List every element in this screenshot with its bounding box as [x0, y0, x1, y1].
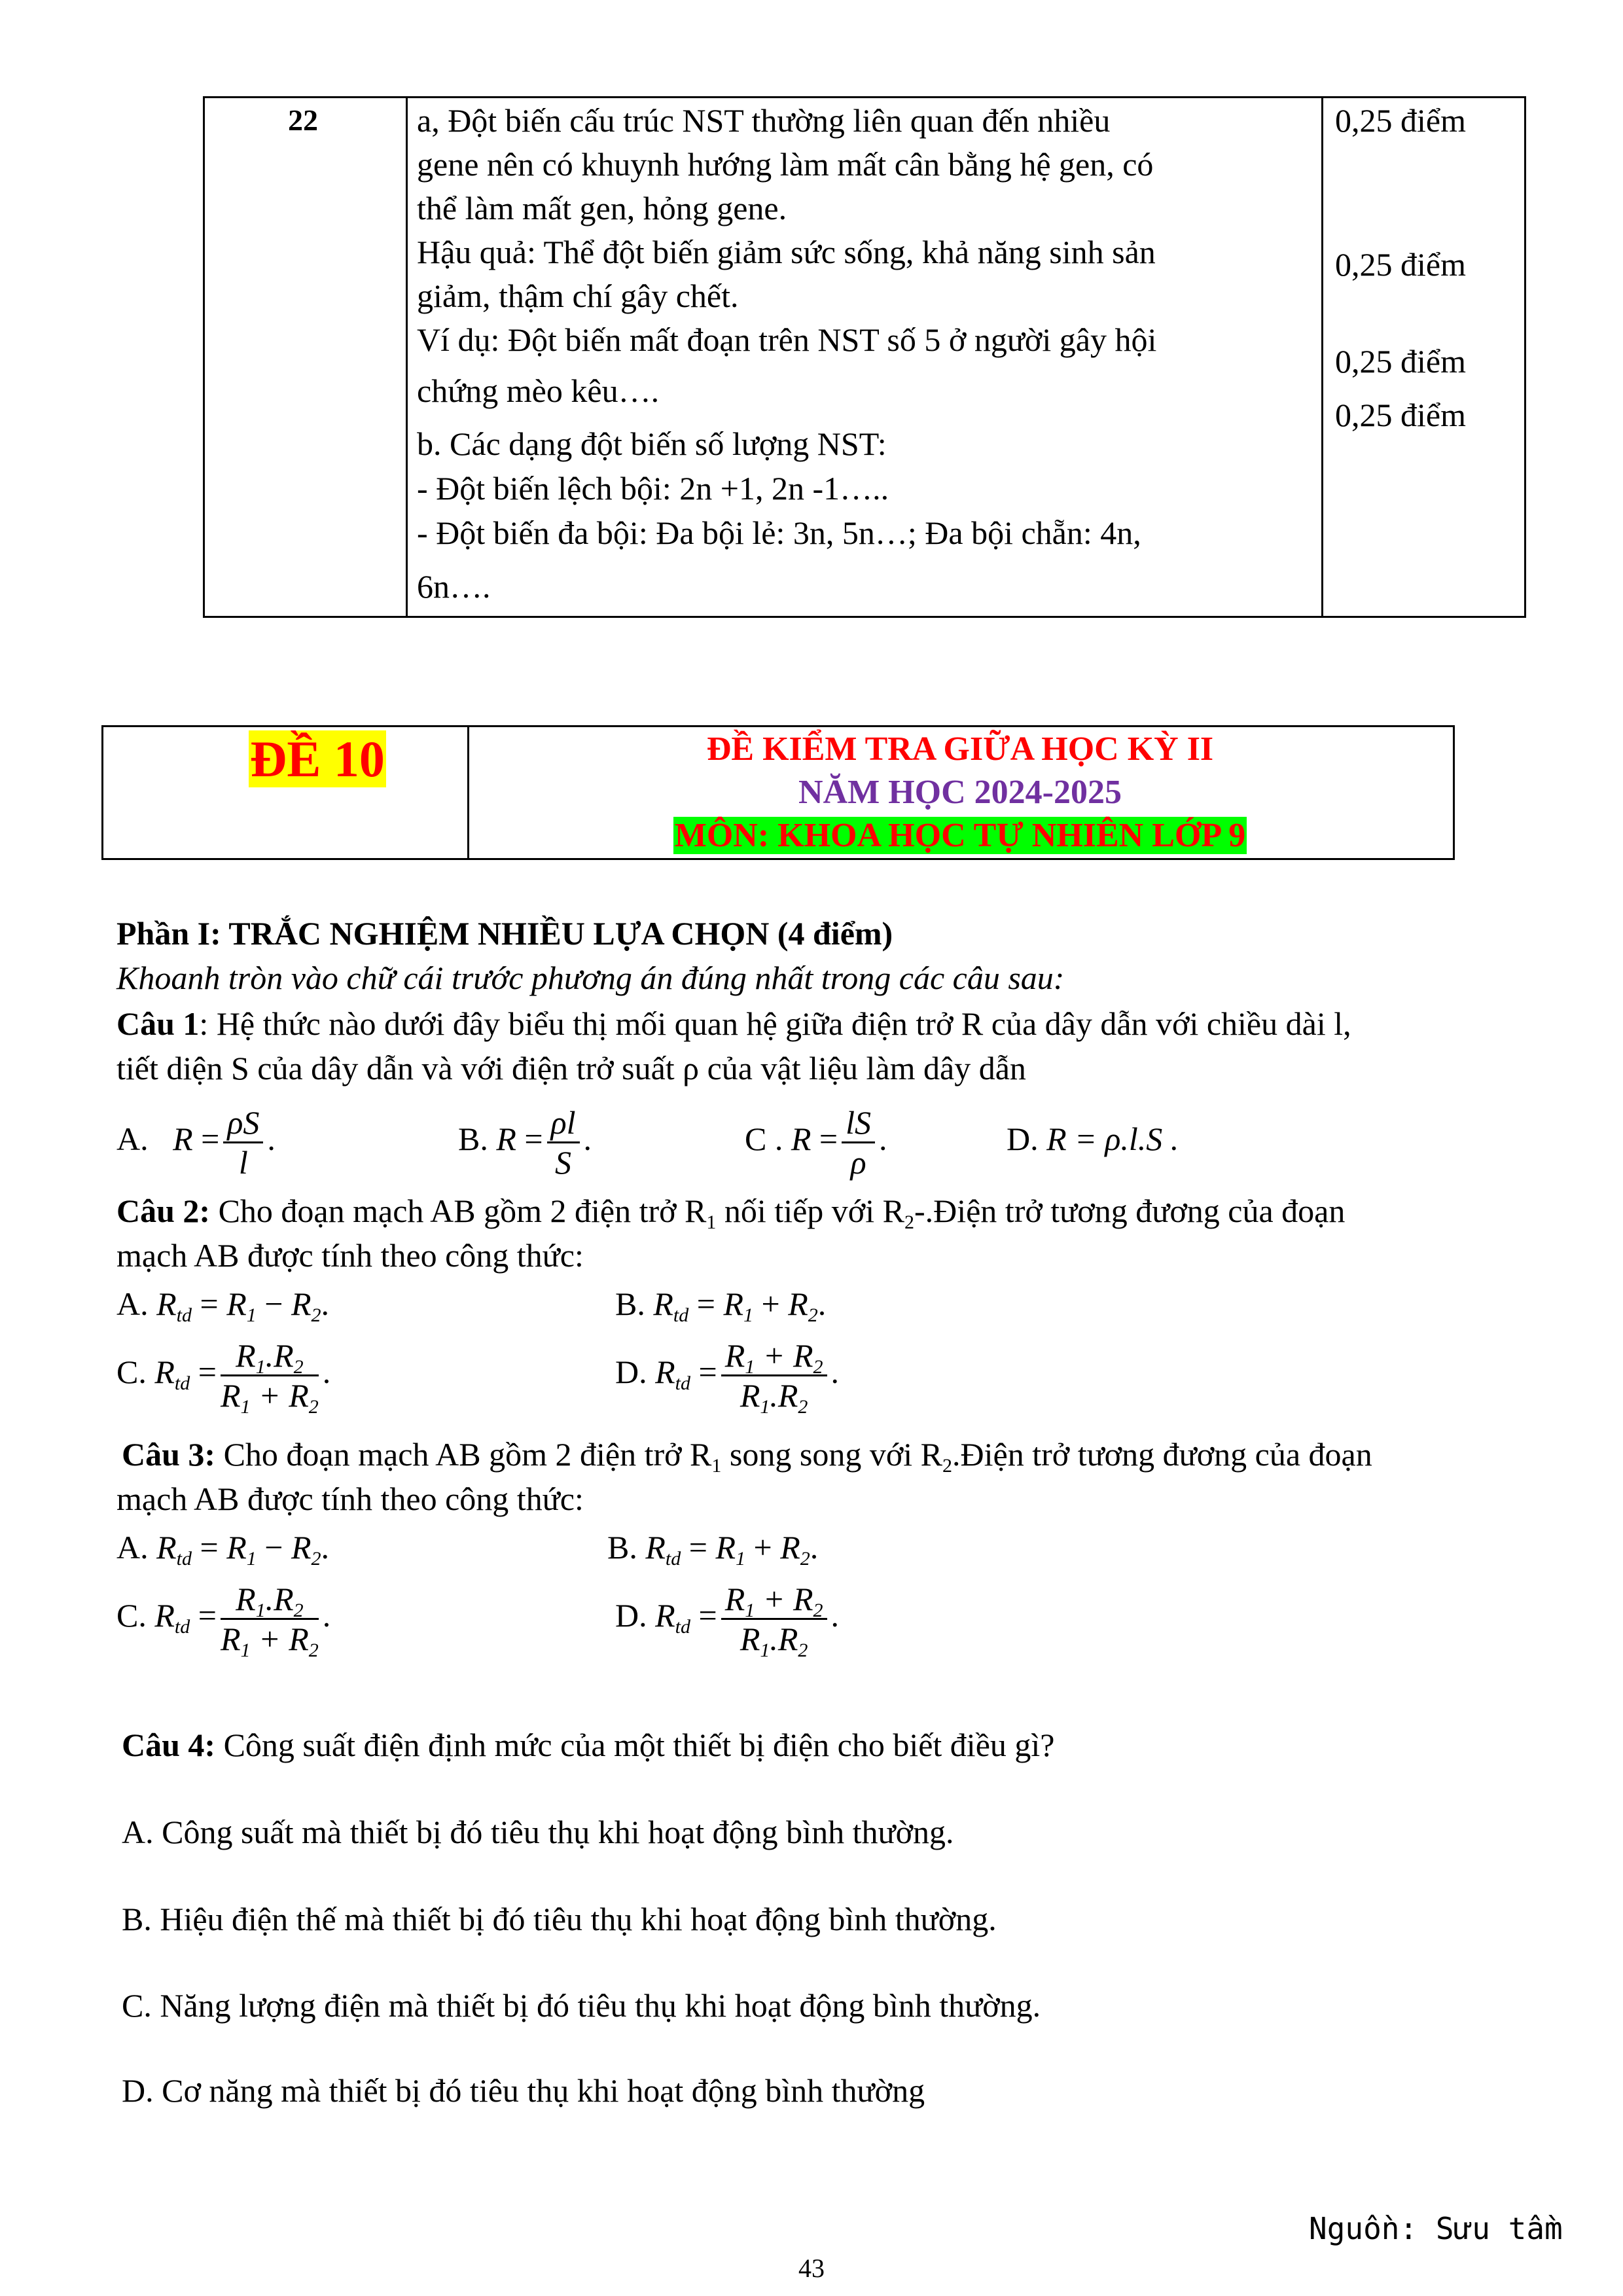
- answer-line: thể làm mất gen, hỏng gene.: [417, 190, 787, 226]
- answer-line: - Đột biến lệch bội: 2n +1, 2n -1…..: [417, 470, 889, 507]
- q2-option-c: C. $R_{td}$ = $\frac{R_1.R_2}{R_1 + R_2}$ .: [116, 1337, 331, 1418]
- subject: MÔN: KHOA HỌC TỰ NHIÊN LỚP 9: [674, 817, 1246, 854]
- answer-line: chứng mèo kêu….: [417, 372, 660, 409]
- q4-option-d: D. Cơ năng mà thiết bị đó tiêu thụ khi hoạt động bình thường: [122, 2072, 925, 2109]
- de-label: [249, 730, 386, 789]
- q1-option-a: A. R = $\frac{\rho S}{l}$ .: [116, 1104, 276, 1181]
- score: 0,25 điểm: [1335, 102, 1466, 139]
- answer-line: Hậu quả: Thể đột biến giảm sức sống, khả năng sinh sản: [417, 234, 1156, 270]
- answer-line: giảm, thậm chí gây chết.: [417, 278, 739, 314]
- answer-line: - Đột biến đa bội: Đa bội lẻ: 3n, 5n…; Đa bội chẵn: 4n,: [417, 514, 1141, 551]
- q2-option-d: D. $R_{td}$ = $\frac{R_1 + R_2}{R_1.R_2}$ .: [615, 1337, 840, 1418]
- q4-option-c: C. Năng lượng điện mà thiết bị đó tiêu thụ khi hoạt động bình thường.: [122, 1987, 1041, 2024]
- de-label-text: ĐỀ 10: [250, 730, 385, 787]
- answer-line: Ví dụ: Đột biến mất đoạn trên NST số 5 ở người gây hội: [417, 321, 1157, 358]
- q1-text: tiết diện S của dây dẫn và với điện trở suất ρ của vật liệu làm dây dẫn: [116, 1050, 1026, 1086]
- q1-option-c: C . R = $\frac{lS}{\rho}$ .: [745, 1104, 887, 1181]
- q3-text: mạch AB được tính theo công thức:: [116, 1480, 584, 1517]
- part1-instruction: Khoanh tròn vào chữ cái trước phương án đúng nhất trong các câu sau:: [116, 960, 1065, 996]
- answer-line: 6n….: [417, 568, 491, 605]
- part1-heading: Phần I: TRẮC NGHIỆM NHIỀU LỰA CHỌN (4 điểm): [116, 915, 893, 952]
- exam-title: ĐỀ KIỂM TRA GIỮA HỌC KỲ II: [706, 730, 1214, 768]
- q3-option-c: C. $R_{td}$ = $\frac{R_1.R_2}{R_1 + R_2}$ .: [116, 1581, 331, 1662]
- question-number: 22: [288, 103, 318, 137]
- q1-option-d: D. R = ρ.l.S .: [1007, 1121, 1179, 1157]
- q3-text: Câu 3: Cho đoạn mạch AB gồm 2 điện trở $R_1$ song song với $R_2.Điện$ trở tương đương của đoạn: [122, 1436, 1372, 1477]
- exam-title-block: [466, 728, 1454, 865]
- q3-option-b: B. $R_{td} = R_1 + R_2$.: [607, 1529, 819, 1570]
- answer-line: gene nên có khuynh hướng làm mất cân bằng hệ gen, có: [417, 146, 1154, 183]
- q4-option-a: A. Công suất mà thiết bị đó tiêu thụ khi hoạt động bình thường.: [122, 1814, 954, 1850]
- q1-option-b: B. R = $\frac{\rho l}{S}$ .: [458, 1104, 592, 1181]
- q2-option-b: B. $R_{td} = R_1 + R_2$.: [615, 1285, 827, 1326]
- q4-option-b: B. Hiệu điện thế mà thiết bị đó tiêu thụ khi hoạt động bình thường.: [122, 1901, 997, 1937]
- school-year: NĂM HỌC 2024-2025: [798, 774, 1122, 811]
- page-number: 43: [798, 2253, 825, 2283]
- q2-text: Câu 2: Cho đoạn mạch AB gồm 2 điện trở $R_1$ nối tiếp với $R_2-.Điện$ trở tương đương của đoạn: [116, 1193, 1346, 1233]
- q2-option-a: A. $R_{td} = R_1 - R_2$.: [116, 1285, 329, 1326]
- score: 0,25 điểm: [1335, 397, 1466, 433]
- answer-line: b. Các dạng đột biến số lượng NST:: [417, 425, 887, 462]
- q3-option-a: A. $R_{td} = R_1 - R_2$.: [116, 1529, 329, 1570]
- answer-line: a, Đột biến cấu trúc NST thường liên quan đến nhiều: [417, 102, 1111, 139]
- score: 0,25 điểm: [1335, 343, 1466, 380]
- q1-text: Câu 1: Hệ thức nào dưới đây biểu thị mối quan hệ giữa điện trở R của dây dẫn với chiều dài l,: [116, 1005, 1351, 1042]
- q3-option-d: D. $R_{td}$ = $\frac{R_1 + R_2}{R_1.R_2}$ .: [615, 1581, 840, 1662]
- score: 0,25 điểm: [1335, 246, 1466, 283]
- q4-text: Câu 4: Công suất điện định mức của một thiết bị điện cho biết điều gì?: [122, 1727, 1055, 1763]
- q2-text: mạch AB được tính theo công thức:: [116, 1237, 584, 1274]
- source-note: Nguồn: Sưu tầm: [1309, 2211, 1563, 2246]
